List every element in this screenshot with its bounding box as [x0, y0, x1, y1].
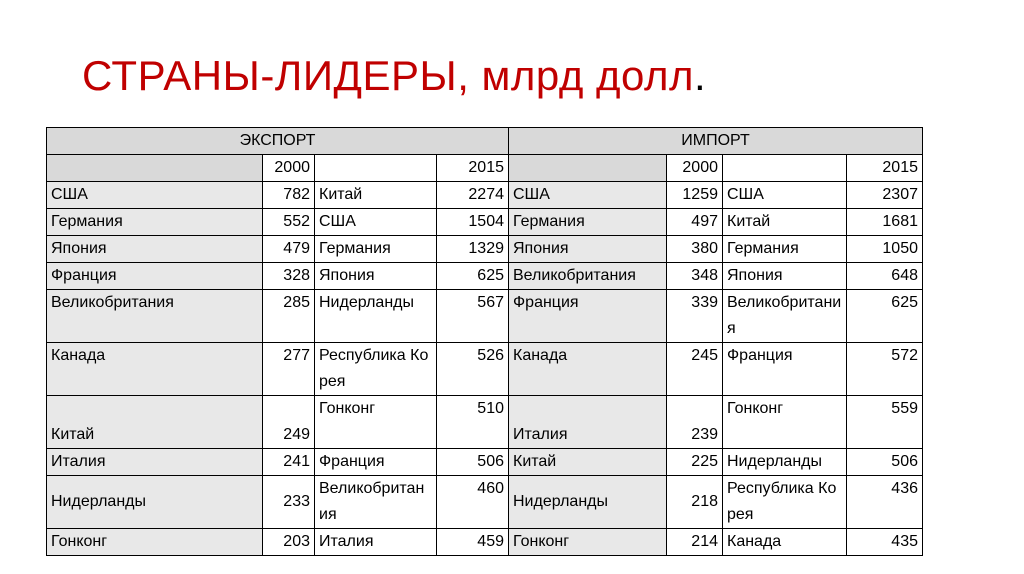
export-2000-value: 552 [263, 209, 315, 236]
import-2000-country: Италия [509, 396, 667, 449]
header-row [47, 128, 923, 155]
year-spacer [47, 155, 263, 182]
export-year-2000: 2000 [263, 155, 315, 182]
export-2015-value: 510 [437, 396, 509, 449]
export-2000-value: 782 [263, 182, 315, 209]
slide-title [82, 52, 706, 100]
import-2015-value: 436 [847, 476, 923, 529]
year-spacer [315, 155, 437, 182]
table-row [47, 449, 923, 476]
year-spacer [509, 155, 667, 182]
export-2015-value: 1504 [437, 209, 509, 236]
import-2000-value: 348 [667, 263, 723, 290]
export-2000-value: 249 [263, 396, 315, 449]
title-dot: . [693, 52, 707, 99]
table-row [47, 290, 923, 343]
export-2000-country: Нидерланды [47, 476, 263, 529]
import-2015-country: Япония [723, 263, 847, 290]
export-2000-country: Италия [47, 449, 263, 476]
import-2015-country: Великобритания [723, 290, 847, 343]
export-header: ЭКСПОРТ [47, 128, 509, 155]
import-2015-country: Германия [723, 236, 847, 263]
export-2015-value: 459 [437, 529, 509, 556]
export-2015-country: Великобритания [315, 476, 437, 529]
table-row [47, 476, 923, 529]
export-2015-value: 567 [437, 290, 509, 343]
import-2000-value: 497 [667, 209, 723, 236]
table-body [47, 182, 923, 556]
export-2000-value: 241 [263, 449, 315, 476]
import-year-2015: 2015 [847, 155, 923, 182]
import-2015-country: США [723, 182, 847, 209]
export-2000-value: 277 [263, 343, 315, 396]
import-2000-value: 239 [667, 396, 723, 449]
export-2015-country: Германия [315, 236, 437, 263]
table-row [47, 182, 923, 209]
export-2000-country: Канада [47, 343, 263, 396]
export-year-2015: 2015 [437, 155, 509, 182]
import-2000-country: Германия [509, 209, 667, 236]
import-2015-country: Китай [723, 209, 847, 236]
export-2000-country: Китай [47, 396, 263, 449]
import-2000-country: Гонконг [509, 529, 667, 556]
import-header: ИМПОРТ [509, 128, 923, 155]
import-2015-country: Гонконг [723, 396, 847, 449]
table-row [47, 343, 923, 396]
import-2000-country: Япония [509, 236, 667, 263]
export-2000-value: 285 [263, 290, 315, 343]
export-2015-value: 2274 [437, 182, 509, 209]
import-2015-value: 435 [847, 529, 923, 556]
import-2000-country: Нидерланды [509, 476, 667, 529]
export-2015-country: Япония [315, 263, 437, 290]
import-2015-country: Республика Корея [723, 476, 847, 529]
year-spacer [723, 155, 847, 182]
table-row [47, 263, 923, 290]
export-2015-country: Республика Корея [315, 343, 437, 396]
import-2015-value: 506 [847, 449, 923, 476]
import-2015-value: 572 [847, 343, 923, 396]
table-row [47, 236, 923, 263]
import-2000-value: 245 [667, 343, 723, 396]
import-2000-country: Великобритания [509, 263, 667, 290]
import-2000-value: 380 [667, 236, 723, 263]
export-2000-country: Гонконг [47, 529, 263, 556]
export-2000-country: Франция [47, 263, 263, 290]
import-2000-value: 339 [667, 290, 723, 343]
export-2015-country: Китай [315, 182, 437, 209]
import-2015-country: Канада [723, 529, 847, 556]
export-2015-value: 1329 [437, 236, 509, 263]
import-2000-country: Канада [509, 343, 667, 396]
import-2015-value: 625 [847, 290, 923, 343]
import-2015-value: 648 [847, 263, 923, 290]
table-row [47, 396, 923, 449]
import-2000-country: Китай [509, 449, 667, 476]
leaders-table [46, 127, 923, 556]
export-2000-value: 479 [263, 236, 315, 263]
export-2000-country: Япония [47, 236, 263, 263]
import-2000-value: 218 [667, 476, 723, 529]
export-2015-value: 460 [437, 476, 509, 529]
import-2015-country: Нидерланды [723, 449, 847, 476]
export-2015-country: Нидерланды [315, 290, 437, 343]
export-2000-country: Великобритания [47, 290, 263, 343]
import-2000-country: Франция [509, 290, 667, 343]
export-2000-value: 233 [263, 476, 315, 529]
table-row [47, 209, 923, 236]
export-2015-country: США [315, 209, 437, 236]
import-2015-value: 2307 [847, 182, 923, 209]
export-2000-country: США [47, 182, 263, 209]
export-2015-country: Франция [315, 449, 437, 476]
export-2015-value: 506 [437, 449, 509, 476]
export-2015-value: 625 [437, 263, 509, 290]
export-2015-country: Италия [315, 529, 437, 556]
import-2015-country: Франция [723, 343, 847, 396]
export-2015-country: Гонконг [315, 396, 437, 449]
export-2000-value: 328 [263, 263, 315, 290]
year-row [47, 155, 923, 182]
import-2015-value: 559 [847, 396, 923, 449]
export-2000-country: Германия [47, 209, 263, 236]
import-2000-value: 1259 [667, 182, 723, 209]
import-2015-value: 1050 [847, 236, 923, 263]
export-2000-value: 203 [263, 529, 315, 556]
import-2000-country: США [509, 182, 667, 209]
import-2000-value: 214 [667, 529, 723, 556]
import-2000-value: 225 [667, 449, 723, 476]
export-2015-value: 526 [437, 343, 509, 396]
import-2015-value: 1681 [847, 209, 923, 236]
table-row [47, 529, 923, 556]
title-text: СТРАНЫ-ЛИДЕРЫ, млрд долл [82, 52, 694, 99]
import-year-2000: 2000 [667, 155, 723, 182]
